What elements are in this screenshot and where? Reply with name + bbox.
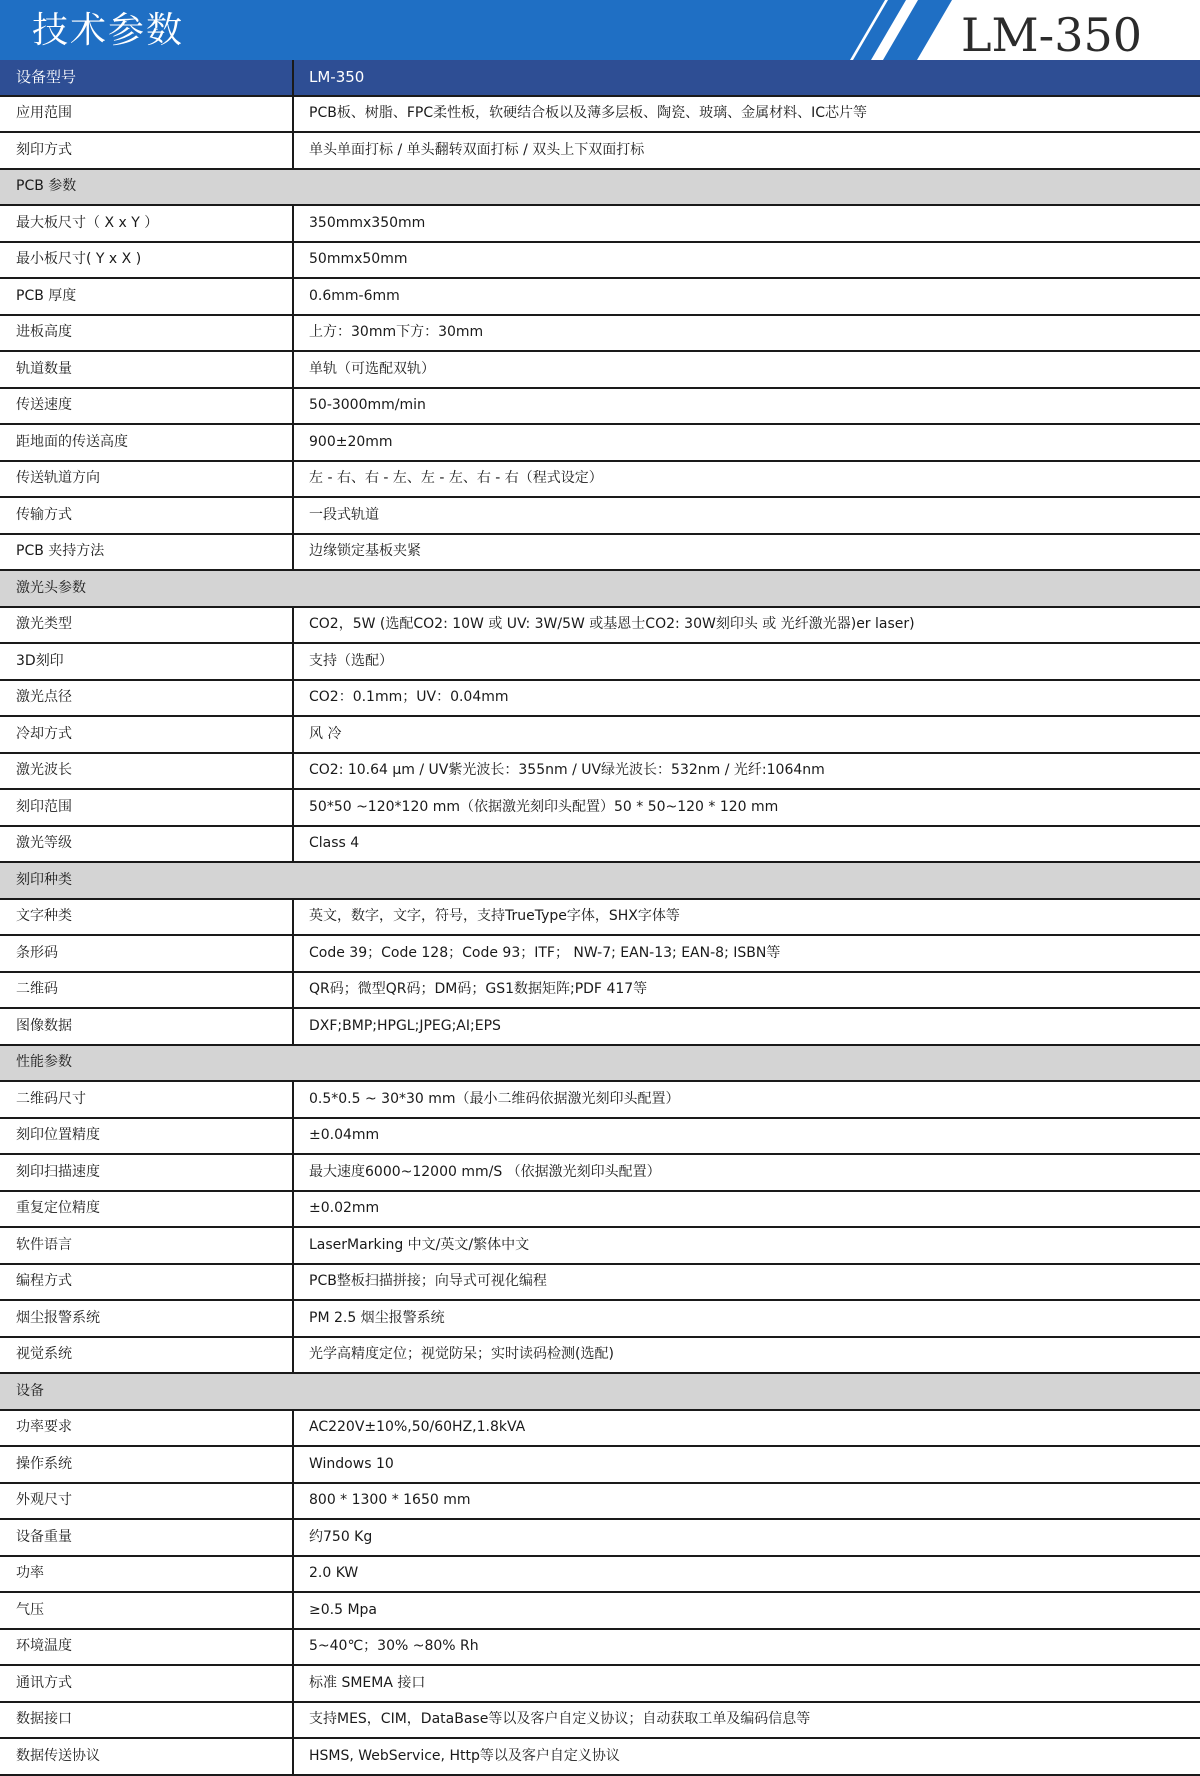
row-label: 激光点径 <box>0 680 293 717</box>
table-row <box>0 1702 1200 1739</box>
row-value: CO2: 10.64 μm / UV紫光波长：355nm / UV绿光波长：532nm / 光纤:1064nm <box>293 753 1200 790</box>
table-row <box>0 899 1200 936</box>
section-title: 激光头参数 <box>0 570 1200 607</box>
row-label: 操作系统 <box>0 1446 293 1483</box>
table-row <box>0 826 1200 863</box>
table-row <box>0 1081 1200 1118</box>
table-row <box>0 424 1200 461</box>
row-value: DXF;BMP;HPGL;JPEG;AI;EPS <box>293 1008 1200 1045</box>
row-label: 文字种类 <box>0 899 293 936</box>
row-label: PCB 厚度 <box>0 278 293 315</box>
row-label: 刻印扫描速度 <box>0 1154 293 1191</box>
table-row <box>0 1337 1200 1374</box>
row-label: 刻印位置精度 <box>0 1118 293 1155</box>
section-header-row <box>0 570 1200 607</box>
row-label: 功率 <box>0 1556 293 1593</box>
row-value: CO2，5W (选配CO2: 10W 或 UV: 3W/5W 或基恩士CO2: 30W刻印头 或 光纤激光器)er laser) <box>293 607 1200 644</box>
table-row <box>0 680 1200 717</box>
row-label: 3D刻印 <box>0 643 293 680</box>
table-row <box>0 1118 1200 1155</box>
row-value: Class 4 <box>293 826 1200 863</box>
table-row <box>0 753 1200 790</box>
row-label: 功率要求 <box>0 1410 293 1447</box>
row-value: ≥0.5 Mpa <box>293 1592 1200 1629</box>
row-value: 0.5*0.5 ~ 30*30 mm（最小二维码依据激光刻印头配置） <box>293 1081 1200 1118</box>
table-row <box>0 278 1200 315</box>
section-header-row <box>0 862 1200 899</box>
table-row <box>0 1227 1200 1264</box>
table-row <box>0 972 1200 1009</box>
section-header-row <box>0 169 1200 206</box>
row-label: 激光类型 <box>0 607 293 644</box>
section-header-row <box>0 1373 1200 1410</box>
row-label: 环境温度 <box>0 1629 293 1666</box>
row-label: 二维码 <box>0 972 293 1009</box>
row-label: 最大板尺寸（ X x Y ） <box>0 205 293 242</box>
row-label: 通讯方式 <box>0 1665 293 1702</box>
row-label: 图像数据 <box>0 1008 293 1045</box>
section-title: 刻印种类 <box>0 862 1200 899</box>
table-row <box>0 1446 1200 1483</box>
spec-table <box>0 60 1200 1776</box>
table-header-row <box>0 60 1200 96</box>
row-value: 英文，数字，文字，符号，支持TrueType字体，SHX字体等 <box>293 899 1200 936</box>
row-value: 5~40℃；30% ~80% Rh <box>293 1629 1200 1666</box>
table-row <box>0 1665 1200 1702</box>
row-value: PCB整板扫描拼接；向导式可视化编程 <box>293 1264 1200 1301</box>
row-value: 支持（选配） <box>293 643 1200 680</box>
table-row <box>0 1556 1200 1593</box>
row-value: 上方：30mm下方：30mm <box>293 315 1200 352</box>
row-value: Code 39；Code 128；Code 93；ITF； NW-7; EAN-13; EAN-8; ISBN等 <box>293 935 1200 972</box>
row-value: ±0.02mm <box>293 1191 1200 1228</box>
table-row <box>0 1191 1200 1228</box>
table-row <box>0 1629 1200 1666</box>
row-label: 烟尘报警系统 <box>0 1300 293 1337</box>
row-value: 50-3000mm/min <box>293 388 1200 425</box>
row-value: 50mmx50mm <box>293 242 1200 279</box>
row-label: 数据传送协议 <box>0 1738 293 1775</box>
table-row <box>0 935 1200 972</box>
table-row <box>0 1592 1200 1629</box>
row-value: ±0.04mm <box>293 1118 1200 1155</box>
table-row <box>0 388 1200 425</box>
row-value: 标准 SMEMA 接口 <box>293 1665 1200 1702</box>
row-label: 设备重量 <box>0 1519 293 1556</box>
table-header-value: LM-350 <box>293 60 1200 96</box>
table-row <box>0 789 1200 826</box>
row-label: PCB 夹持方法 <box>0 534 293 571</box>
page-header <box>0 0 1200 60</box>
row-value: CO2：0.1mm；UV：0.04mm <box>293 680 1200 717</box>
table-row <box>0 497 1200 534</box>
row-label: 传送速度 <box>0 388 293 425</box>
row-value: 0.6mm-6mm <box>293 278 1200 315</box>
row-label: 数据接口 <box>0 1702 293 1739</box>
table-row <box>0 1300 1200 1337</box>
section-title: 性能参数 <box>0 1045 1200 1082</box>
row-value: 350mmx350mm <box>293 205 1200 242</box>
section-title: PCB 参数 <box>0 169 1200 206</box>
row-label: 应用范围 <box>0 96 293 133</box>
row-value: 左 - 右、右 - 左、左 - 左、右 - 右（程式设定） <box>293 461 1200 498</box>
row-value: 单头单面打标 / 单头翻转双面打标 / 双头上下双面打标 <box>293 132 1200 169</box>
row-label: 重复定位精度 <box>0 1191 293 1228</box>
row-label: 编程方式 <box>0 1264 293 1301</box>
table-row <box>0 132 1200 169</box>
row-value: 一段式轨道 <box>293 497 1200 534</box>
table-header-label: 设备型号 <box>0 60 293 96</box>
table-row <box>0 1264 1200 1301</box>
row-value: QR码；微型QR码；DM码；GS1数据矩阵;PDF 417等 <box>293 972 1200 1009</box>
table-row <box>0 1410 1200 1447</box>
row-label: 视觉系统 <box>0 1337 293 1374</box>
row-value: HSMS, WebService, Http等以及客户自定义协议 <box>293 1738 1200 1775</box>
row-value: 边缘锁定基板夹紧 <box>293 534 1200 571</box>
page-title: 技术参数 <box>32 10 185 51</box>
row-label: 刻印范围 <box>0 789 293 826</box>
row-value: 光学高精度定位；视觉防呆；实时读码检测(选配) <box>293 1337 1200 1374</box>
row-value: 单轨（可选配双轨） <box>293 351 1200 388</box>
table-row <box>0 461 1200 498</box>
model-name: LM-350 <box>961 8 1142 60</box>
table-row <box>0 1483 1200 1520</box>
row-value: 风 冷 <box>293 716 1200 753</box>
table-row <box>0 643 1200 680</box>
table-row <box>0 1738 1200 1775</box>
row-value: 900±20mm <box>293 424 1200 461</box>
section-header-row <box>0 1045 1200 1082</box>
row-label: 轨道数量 <box>0 351 293 388</box>
row-value: 800 * 1300 * 1650 mm <box>293 1483 1200 1520</box>
row-label: 外观尺寸 <box>0 1483 293 1520</box>
row-label: 激光波长 <box>0 753 293 790</box>
row-label: 二维码尺寸 <box>0 1081 293 1118</box>
table-row <box>0 1008 1200 1045</box>
row-label: 激光等级 <box>0 826 293 863</box>
row-value: 支持MES，CIM，DataBase等以及客户自定义协议；自动获取工单及编码信息等 <box>293 1702 1200 1739</box>
row-label: 刻印方式 <box>0 132 293 169</box>
row-value: AC220V±10%,50/60HZ,1.8kVA <box>293 1410 1200 1447</box>
table-row <box>0 1519 1200 1556</box>
table-row <box>0 716 1200 753</box>
table-row <box>0 205 1200 242</box>
table-row <box>0 351 1200 388</box>
row-value: 约750 Kg <box>293 1519 1200 1556</box>
row-label: 传送轨道方向 <box>0 461 293 498</box>
row-value: LaserMarking 中文/英文/繁体中文 <box>293 1227 1200 1264</box>
table-row <box>0 1154 1200 1191</box>
section-title: 设备 <box>0 1373 1200 1410</box>
row-label: 最小板尺寸( Y x X ) <box>0 242 293 279</box>
row-label: 冷却方式 <box>0 716 293 753</box>
spec-table-body <box>0 60 1200 1775</box>
table-row <box>0 242 1200 279</box>
table-row <box>0 534 1200 571</box>
row-value: Windows 10 <box>293 1446 1200 1483</box>
row-label: 传输方式 <box>0 497 293 534</box>
row-label: 气压 <box>0 1592 293 1629</box>
row-value: 2.0 KW <box>293 1556 1200 1593</box>
table-row <box>0 607 1200 644</box>
row-label: 距地面的传送高度 <box>0 424 293 461</box>
row-value: PM 2.5 烟尘报警系统 <box>293 1300 1200 1337</box>
row-label: 软件语言 <box>0 1227 293 1264</box>
row-value: PCB板、树脂、FPC柔性板，软硬结合板以及薄多层板、陶瓷、玻璃、金属材料、IC芯片等 <box>293 96 1200 133</box>
table-row <box>0 96 1200 133</box>
table-row <box>0 315 1200 352</box>
row-value: 50*50 ~120*120 mm（依据激光刻印头配置）50 * 50~120 * 120 mm <box>293 789 1200 826</box>
row-value: 最大速度6000~12000 mm/S （依据激光刻印头配置） <box>293 1154 1200 1191</box>
row-label: 条形码 <box>0 935 293 972</box>
row-label: 进板高度 <box>0 315 293 352</box>
